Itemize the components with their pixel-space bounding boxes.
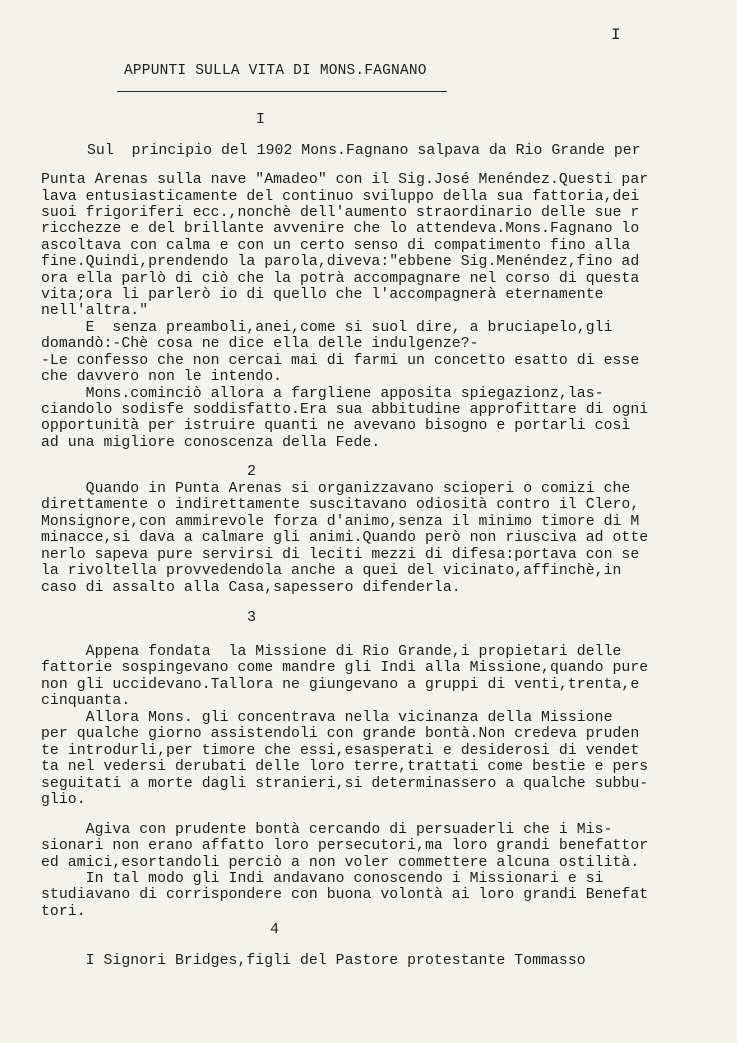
text-line: minacce,si dava a calmare gli animi.Quando però non riusciva ad otte (41, 530, 649, 546)
text-line: Appena fondata la Missione di Rio Grande,i propietari delle (41, 644, 622, 660)
text-line: ed amici,esortandoli perciò a non voler commettere alcuna ostilità. (41, 855, 640, 871)
text-line: E senza preamboli,anei,come si suol dire, a bruciapelo,gli (41, 320, 613, 336)
text-line: nerlo sapeva pure servirsi di leciti mezzi di difesa:portava con se (41, 547, 640, 563)
text-line: Quando in Punta Arenas si organizzavano scioperi o comizi che (41, 481, 631, 497)
text-line: In tal modo gli Indi andavano conoscendo i Missionari e si (41, 871, 604, 887)
section-number: 4 (270, 921, 280, 938)
text-line: Allora Mons. gli concentrava nella vicinanza della Missione (41, 710, 613, 726)
text-line: ta nel vedersi derubati delle loro terre,trattati come bestie e pers (41, 759, 649, 775)
text-line: nell'altra." (41, 303, 149, 319)
text-line: te introdurli,per timore che essi,esasperati e desiderosi di vendet (41, 743, 640, 759)
text-line: ascoltava con calma e con un certo senso di compatimento fino alla (41, 238, 631, 254)
text-line: opportunità per istruire quanti ne avevano bisogno e portarli così (41, 418, 631, 434)
text-line: Agiva con prudente bontà cercando di persuaderli che i Mis- (41, 822, 613, 838)
text-line: direttamente o indirettamente suscitavano odiosità contro il Clero, (41, 497, 640, 513)
text-line: ad una migliore conoscenza della Fede. (41, 435, 381, 451)
text-line: studiavano di corrispondere con buona volontà ai loro grandi Benefat (41, 887, 649, 903)
section-number: 3 (247, 609, 257, 626)
text-line: Mons.cominciò allora a fargliene apposita spiegazionz,las- (41, 386, 604, 402)
text-line: ciandolo sodisfe soddisfatto.Era sua abbitudine approfittare di ogni (41, 402, 649, 418)
text-line: fine.Quindi,prendendo la parola,diveva:"ebbene Sig.Menéndez,fino ad (41, 254, 640, 270)
text-line: suoi frigoriferi ecc.,nonchè dell'aumento straordinario delle sue r (41, 205, 640, 221)
document-title: APPUNTI SULLA VITA DI MONS.FAGNANO (124, 63, 427, 79)
text-line: ora ella parlò di ciò che la potrà accompagnare nel corso di questa (41, 271, 640, 287)
text-line: ricchezze e del brillante avvenire che lo attendeva.Mons.Fagnano lo (41, 221, 640, 237)
text-line: per qualche giorno assistendoli con grande bontà.Non credeva pruden (41, 726, 640, 742)
text-line: tori. (41, 904, 86, 920)
text-line: vita;ora li parlerò io di quello che l'accompagnerà eternamente (41, 287, 604, 303)
title-underline (117, 91, 447, 92)
text-line: che davvero non le intendo. (41, 369, 283, 385)
text-line: sionari non erano affatto loro persecutori,ma loro grandi benefattor (41, 838, 649, 854)
section-number: 2 (247, 463, 257, 480)
text-line: I Signori Bridges,figli del Pastore protestante Tommasso (41, 953, 586, 969)
section-number: I (256, 111, 266, 128)
text-line: Sul principio del 1902 Mons.Fagnano salpava da Rio Grande per (87, 143, 641, 159)
text-line: caso di assalto alla Casa,sapessero difenderla. (41, 580, 461, 596)
text-line: la rivoltella provvedendola anche a quei del vicinato,affinchè,in (41, 563, 622, 579)
text-line: lava entusiasticamente del continuo sviluppo della sua fattoria,dei (41, 189, 640, 205)
text-line: domandò:-Chè cosa ne dice ella delle indulgenze?- (41, 336, 479, 352)
text-line: non gli uccidevano.Tallora ne giungevano a gruppi di venti,trenta,e (41, 677, 640, 693)
text-line: Punta Arenas sulla nave "Amadeo" con il Sig.José Menéndez.Questi par (41, 172, 649, 188)
text-line: -Le confesso che non cercai mai di farmi un concetto esatto di esse (41, 353, 640, 369)
text-line: cinquanta. (41, 693, 131, 709)
text-line: Monsignore,con ammirevole forza d'animo,senza il minimo timore di M (41, 514, 640, 530)
text-line: fattorie sospingevano come mandre gli Indi alla Missione,quando pure (41, 660, 649, 676)
text-line: seguitati a morte dagli stranieri,si determinassero a qualche subbu- (41, 776, 649, 792)
text-line: glio. (41, 792, 86, 808)
page-number: I (611, 26, 621, 44)
